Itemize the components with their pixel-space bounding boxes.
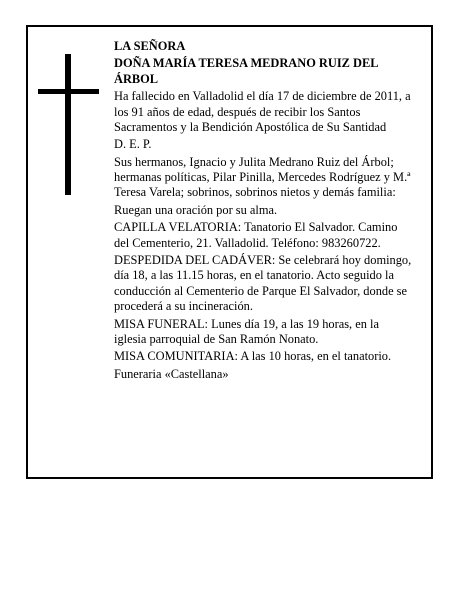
notice-text — [114, 39, 414, 384]
community-mass-info: MISA COMUNITARIA: A las 10 horas, en el tanatorio. — [114, 349, 392, 364]
funeral-mass-info: MISA FUNERAL: Lunes día 19, a las 19 horas, en la iglesia parroquial de San Ramón Nonato. — [114, 316, 379, 346]
cross-horizontal-bar — [38, 89, 99, 94]
deceased-name: DOÑA MARÍA TERESA MEDRANO RUIZ DEL ÁRBOL — [114, 56, 378, 86]
farewell-info: DESPEDIDA DEL CADÁVER: Se celebrará hoy domingo, día 18, a las 11.15 horas, en el tanatorio. Acto seguido la conducción al Cementerio de Parque El Salvador, donde se procederá a su incineración. — [114, 253, 412, 314]
notice-title: LA SEÑORA — [114, 39, 186, 53]
funeral-home: Funeraria «Castellana» — [114, 366, 229, 381]
cross-vertical-bar — [65, 54, 71, 195]
prayer-request: Ruegan una oración por su alma. — [114, 202, 278, 217]
family-paragraph: Sus hermanos, Ignacio y Julita Medrano Ruiz del Árbol; hermanas políticas, Pilar Pinilla, Mercedes Rodríguez y M.ª Teresa Varela; sobrinos, sobrinos nietos y demás familia: — [114, 154, 411, 200]
rip-line: D. E. P. — [114, 137, 152, 152]
chapel-info: CAPILLA VELATORIA: Tanatorio El Salvador. Camino del Cementerio, 21. Valladolid. Teléfono: 983260722. — [114, 220, 398, 250]
latin-cross-icon — [38, 54, 99, 195]
death-announcement: Ha fallecido en Valladolid el día 17 de diciembre de 2011, a los 91 años de edad, después de recibir los Santos Sacramentos y la Bendición Apostólica de Su Santidad — [114, 89, 411, 134]
